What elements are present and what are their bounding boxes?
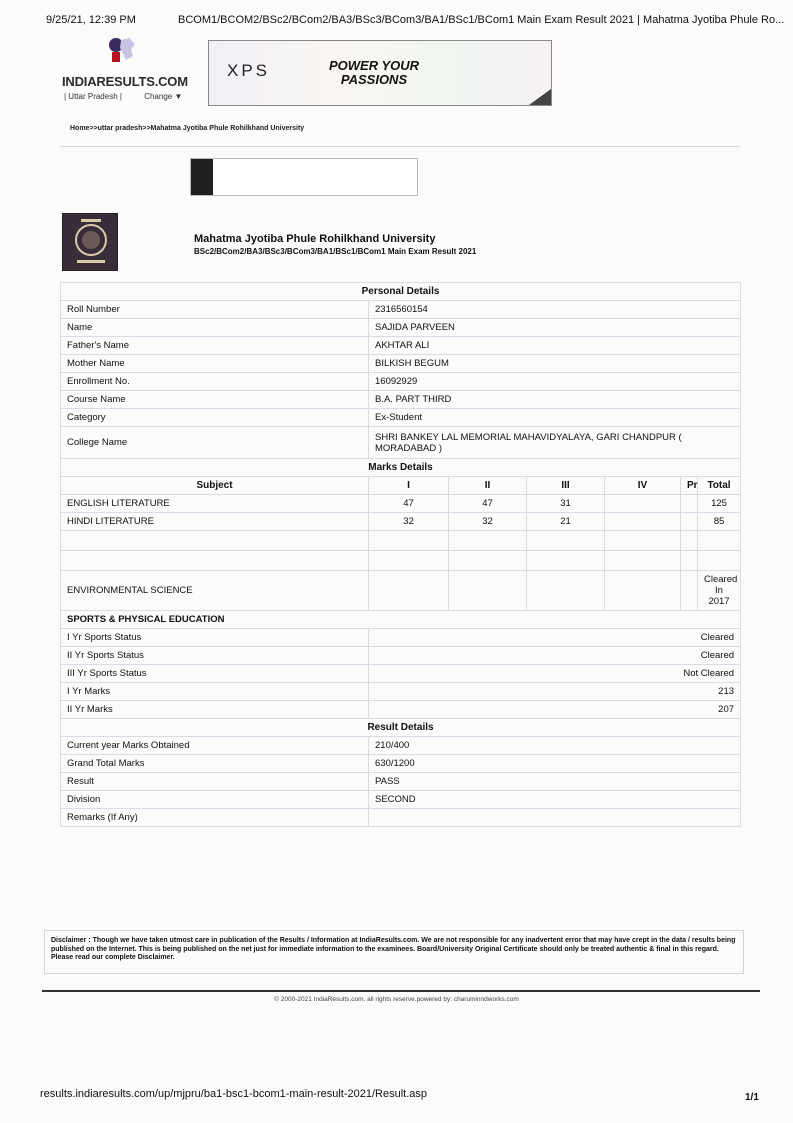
field-label: Result xyxy=(61,773,369,791)
field-label: Roll Number xyxy=(61,301,369,319)
name-value: SAJIDA PARVEEN xyxy=(369,319,741,337)
table-row xyxy=(61,531,741,551)
copyright-text: © 2000-2021 IndiaResults.com. all rights reserve.powered by: charuminndworks.com xyxy=(274,996,519,1003)
table-row xyxy=(61,373,741,391)
marks-header-row xyxy=(61,477,741,495)
paper-4-marks xyxy=(605,513,681,531)
sports-status-2: Cleared xyxy=(369,647,741,665)
col-paper-4: IV xyxy=(605,477,681,495)
table-row xyxy=(61,427,741,459)
result-value: PASS xyxy=(369,773,741,791)
personal-details-heading: Personal Details xyxy=(61,283,741,301)
print-page-number: 1/1 xyxy=(745,1092,759,1103)
university-emblem-icon xyxy=(63,214,118,271)
table-row xyxy=(61,665,741,683)
marks-details-heading: Marks Details xyxy=(61,459,741,477)
subject-name: HINDI LITERATURE xyxy=(61,513,369,531)
field-label: Division xyxy=(61,791,369,809)
col-paper-3: III xyxy=(527,477,605,495)
table-row xyxy=(61,391,741,409)
col-total: Total xyxy=(698,477,741,495)
site-name: INDIARESULTS.COM xyxy=(62,74,188,89)
footer-divider xyxy=(42,990,760,992)
subject-total: 85 xyxy=(698,513,741,531)
paper-4-marks xyxy=(605,495,681,513)
table-row xyxy=(61,319,741,337)
mother-name-value: BILKISH BEGUM xyxy=(369,355,741,373)
col-paper-2: II xyxy=(449,477,527,495)
ad-corner-icon xyxy=(529,89,551,105)
table-row xyxy=(61,701,741,719)
practical-marks xyxy=(681,513,698,531)
paper-1-marks: 47 xyxy=(369,495,449,513)
table-row xyxy=(61,629,741,647)
year-2-marks: 207 xyxy=(369,701,741,719)
india-map-icon xyxy=(107,36,137,64)
field-label: Father's Name xyxy=(61,337,369,355)
field-label: Name xyxy=(61,319,369,337)
table-row xyxy=(61,773,741,791)
field-label: Category xyxy=(61,409,369,427)
paper-2-marks: 32 xyxy=(449,513,527,531)
table-row xyxy=(61,301,741,319)
breadcrumb[interactable]: Home>>uttar pradesh>>Mahatma Jyotiba Phule Rohilkhand University xyxy=(70,125,305,132)
field-label: College Name xyxy=(61,427,369,459)
field-label: Remarks (If Any) xyxy=(61,809,369,827)
course-value: B.A. PART THIRD xyxy=(369,391,741,409)
col-paper-1: I xyxy=(369,477,449,495)
field-label: II Yr Sports Status xyxy=(61,647,369,665)
banner-tagline: POWER YOUR PASSIONS xyxy=(328,58,420,87)
category-value: Ex-Student xyxy=(369,409,741,427)
ad-placeholder[interactable] xyxy=(190,158,418,196)
change-state-link[interactable]: Change ▼ xyxy=(144,92,183,101)
university-name: Mahatma Jyotiba Phule Rohilkhand University xyxy=(194,233,436,245)
field-label: Grand Total Marks xyxy=(61,755,369,773)
col-practical: Pr xyxy=(681,477,698,495)
division-value: SECOND xyxy=(369,791,741,809)
advertisement-banner[interactable] xyxy=(208,40,552,106)
field-label: I Yr Sports Status xyxy=(61,629,369,647)
env-science-label: ENVIRONMENTAL SCIENCE xyxy=(61,571,369,611)
subject-name: ENGLISH LITERATURE xyxy=(61,495,369,513)
table-row xyxy=(61,495,741,513)
table-row xyxy=(61,409,741,427)
print-page-title: BCOM1/BCOM2/BSc2/BCom2/BA3/BSc3/BCom3/BA1/BSc1/BCom1 Main Exam Result 2021 | Mahatma Jyotiba Phule Ro... xyxy=(178,14,785,26)
enrollment-value: 16092929 xyxy=(369,373,741,391)
print-timestamp: 9/25/21, 12:39 PM xyxy=(46,14,136,26)
ad-image xyxy=(191,159,213,195)
field-label: Enrollment No. xyxy=(61,373,369,391)
table-row xyxy=(61,737,741,755)
table-row xyxy=(61,355,741,373)
site-logo[interactable] xyxy=(62,34,192,106)
paper-3-marks: 31 xyxy=(527,495,605,513)
field-label: I Yr Marks xyxy=(61,683,369,701)
col-subject: Subject xyxy=(61,477,369,495)
table-row xyxy=(61,513,741,531)
remarks-value xyxy=(369,809,741,827)
result-details-heading: Result Details xyxy=(61,719,741,737)
grand-total-value: 630/1200 xyxy=(369,755,741,773)
table-row xyxy=(61,755,741,773)
college-value: SHRI BANKEY LAL MEMORIAL MAHAVIDYALAYA, GARI CHANDPUR ( MORADABAD ) xyxy=(369,427,741,459)
paper-3-marks: 21 xyxy=(527,513,605,531)
table-row xyxy=(61,647,741,665)
state-label: | Uttar Pradesh | xyxy=(64,92,122,101)
father-name-value: AKHTAR ALI xyxy=(369,337,741,355)
table-row xyxy=(61,551,741,571)
year-1-marks: 213 xyxy=(369,683,741,701)
table-row xyxy=(61,571,741,611)
field-label: Mother Name xyxy=(61,355,369,373)
current-year-marks-value: 210/400 xyxy=(369,737,741,755)
disclaimer-text: Disclaimer : Though we have taken utmost care in publication of the Results / Information at IndiaResults.com. We are not responsible for any inadvertent error that may have crept in the data / results being published on the Internet. This is being published on the net just for immediate information to the examinees. Board/University Original Certificate should only be treated authentic & final in this regard. Please read our complete Disclaimer. xyxy=(44,930,744,974)
sports-status-1: Cleared xyxy=(369,629,741,647)
field-label: III Yr Sports Status xyxy=(61,665,369,683)
field-label: Course Name xyxy=(61,391,369,409)
field-label: Current year Marks Obtained xyxy=(61,737,369,755)
table-row xyxy=(61,337,741,355)
header-divider xyxy=(60,146,740,147)
sports-status-3: Not Cleared xyxy=(369,665,741,683)
paper-1-marks: 32 xyxy=(369,513,449,531)
table-row xyxy=(61,791,741,809)
practical-marks xyxy=(681,495,698,513)
subject-total: 125 xyxy=(698,495,741,513)
table-row xyxy=(61,809,741,827)
env-science-status: Cleared In 2017 xyxy=(698,571,741,611)
print-url: results.indiaresults.com/up/mjpru/ba1-bsc1-bcom1-main-result-2021/Result.asp xyxy=(40,1088,427,1100)
field-label: II Yr Marks xyxy=(61,701,369,719)
paper-2-marks: 47 xyxy=(449,495,527,513)
roll-number-value: 2316560154 xyxy=(369,301,741,319)
result-table xyxy=(60,282,741,827)
university-logo xyxy=(62,213,118,271)
exam-name: BSc2/BCom2/BA3/BSc3/BCom3/BA1/BSc1/BCom1 Main Exam Result 2021 xyxy=(194,247,477,256)
banner-brand: XPS xyxy=(227,61,271,80)
sports-heading: SPORTS & PHYSICAL EDUCATION xyxy=(61,611,741,629)
table-row xyxy=(61,683,741,701)
table-row xyxy=(61,611,741,629)
